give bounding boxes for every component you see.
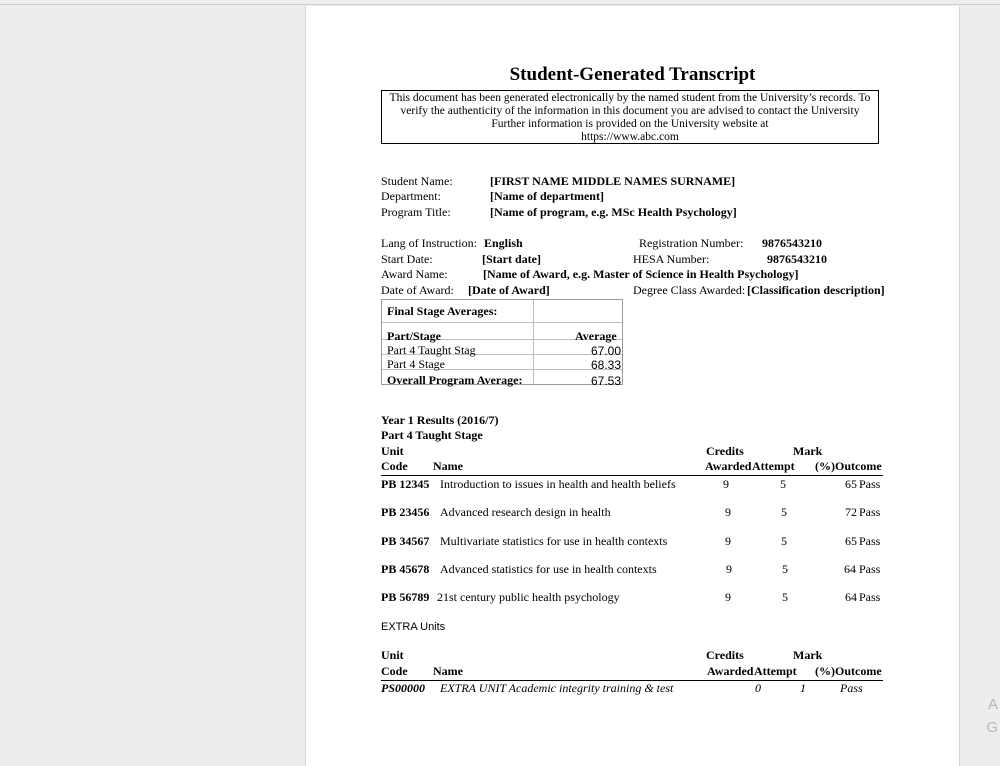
notice-line: Further information is provided on the University website at: [491, 118, 769, 130]
unit-mark: 65: [845, 534, 857, 548]
unit-code: PB 34567: [381, 534, 430, 548]
header-pct: (%): [815, 664, 835, 678]
overall-average-label: Overall Program Average:: [387, 373, 523, 387]
unit-code: PB 56789: [381, 590, 430, 604]
unit-name: Advanced statistics for use in health contexts: [440, 562, 657, 576]
unit-attempt: 5: [781, 534, 787, 548]
department-value: [Name of department]: [490, 189, 604, 203]
averages-heading: Final Stage Averages:: [387, 304, 498, 318]
unit-mark: 64: [844, 562, 856, 576]
unit-outcome: Pass: [859, 590, 881, 604]
header-name: Name: [433, 459, 463, 473]
unit-mark: 64: [845, 590, 857, 604]
hesa-value: 9876543210: [767, 252, 827, 266]
unit-attempt: 5: [780, 477, 786, 491]
stage-name: Part 4 Stage: [387, 357, 445, 371]
unit-code: PB 45678: [381, 562, 430, 576]
header-rule: [381, 475, 883, 476]
unit-credits: 9: [725, 590, 731, 604]
corner-letter: A: [987, 696, 998, 713]
stage-average: 67.00: [591, 344, 622, 358]
stage-name: Part 4 Taught Stag: [387, 343, 476, 357]
unit-credits: 9: [725, 534, 731, 548]
registration-label: Registration Number:: [639, 236, 744, 250]
overall-average-value: 67.53: [591, 374, 622, 388]
ruler-line: [0, 4, 1000, 5]
unit-credits: 9: [726, 562, 732, 576]
unit-outcome: Pass: [840, 681, 863, 695]
degree-class-label: Degree Class Awarded:: [633, 283, 746, 297]
header-unit: Unit: [381, 444, 404, 458]
header-code: Code: [381, 459, 408, 473]
start-date-label: Start Date:: [381, 252, 433, 266]
student-name-value: [FIRST NAME MIDDLE NAMES SURNAME]: [490, 174, 736, 188]
col-average: Average: [575, 329, 617, 343]
unit-code: PB 23456: [381, 505, 430, 519]
corner-letter: G: [986, 719, 998, 736]
unit-name: Introduction to issues in health and health beliefs: [440, 477, 676, 491]
header-awarded: Awarded: [707, 664, 754, 678]
program-label: Program Title:: [381, 205, 451, 219]
award-date-label: Date of Award:: [381, 283, 454, 297]
final-stage-averages-table: [381, 299, 623, 388]
language-label: Lang of Instruction:: [381, 236, 477, 250]
award-name-label: Award Name:: [381, 267, 448, 281]
unit-outcome: Pass: [859, 477, 881, 491]
unit-name: Multivariate statistics for use in health contexts: [440, 534, 668, 548]
unit-code: PB 12345: [381, 477, 430, 491]
header-mark: Mark: [793, 648, 823, 662]
header-outcome: Outcome: [835, 459, 882, 473]
header-attempt: Attempt: [754, 664, 797, 678]
header-awarded: Awarded: [705, 459, 752, 473]
header-code: Code: [381, 664, 408, 678]
unit-credits: 9: [723, 477, 729, 491]
unit-credits: 0: [755, 681, 761, 695]
registration-value: 9876543210: [762, 236, 822, 250]
unit-name: EXTRA UNIT Academic integrity training & test: [440, 681, 674, 695]
unit-outcome: Pass: [859, 505, 881, 519]
stage-heading: Part 4 Taught Stage: [381, 428, 483, 442]
program-value: [Name of program, e.g. MSc Health Psychology]: [490, 205, 737, 219]
notice-line: https://www.abc.com: [581, 131, 679, 143]
table-divider: [382, 322, 622, 323]
authenticity-notice: [381, 90, 879, 144]
award-date-value: [Date of Award]: [468, 283, 550, 297]
header-credits: Credits: [706, 648, 744, 662]
unit-attempt: 1: [800, 681, 806, 695]
unit-mark: 65: [845, 477, 857, 491]
stage-average: 68.33: [591, 358, 622, 372]
unit-outcome: Pass: [859, 534, 881, 548]
header-name: Name: [433, 664, 463, 678]
unit-mark: 72: [845, 505, 857, 519]
year-results-heading: Year 1 Results (2016/7): [381, 413, 499, 427]
header-mark: Mark: [793, 444, 823, 458]
degree-class-value: [Classification description]: [747, 283, 885, 297]
table-divider: [533, 300, 534, 384]
unit-attempt: 5: [782, 590, 788, 604]
hesa-label: HESA Number:: [633, 252, 710, 266]
document-title: Student-Generated Transcript: [509, 64, 756, 85]
header-attempt: Attempt: [752, 459, 795, 473]
start-date-value: [Start date]: [482, 252, 541, 266]
award-name-value: [Name of Award, e.g. Master of Science in Health Psychology]: [483, 267, 799, 281]
unit-name: Advanced research design in health: [440, 505, 611, 519]
unit-code: PS00000: [381, 681, 426, 695]
unit-credits: 9: [725, 505, 731, 519]
unit-name: 21st century public health psychology: [437, 590, 620, 604]
header-credits: Credits: [706, 444, 744, 458]
department-label: Department:: [381, 189, 441, 203]
notice-line: This document has been generated electronically by the named student from the University’s records. To: [389, 92, 871, 104]
header-unit: Unit: [381, 648, 404, 662]
unit-attempt: 5: [782, 562, 788, 576]
header-pct: (%): [815, 459, 835, 473]
col-part-stage: Part/Stage: [387, 329, 441, 343]
notice-line: verify the authenticity of the information in this document you are advised to contact the University: [400, 105, 860, 117]
language-value: English: [484, 236, 523, 250]
document-page: [305, 6, 960, 766]
extra-units-heading: EXTRA Units: [381, 621, 446, 633]
student-name-label: Student Name:: [381, 174, 453, 188]
header-outcome: Outcome: [835, 664, 882, 678]
unit-attempt: 5: [781, 505, 787, 519]
unit-outcome: Pass: [859, 562, 881, 576]
